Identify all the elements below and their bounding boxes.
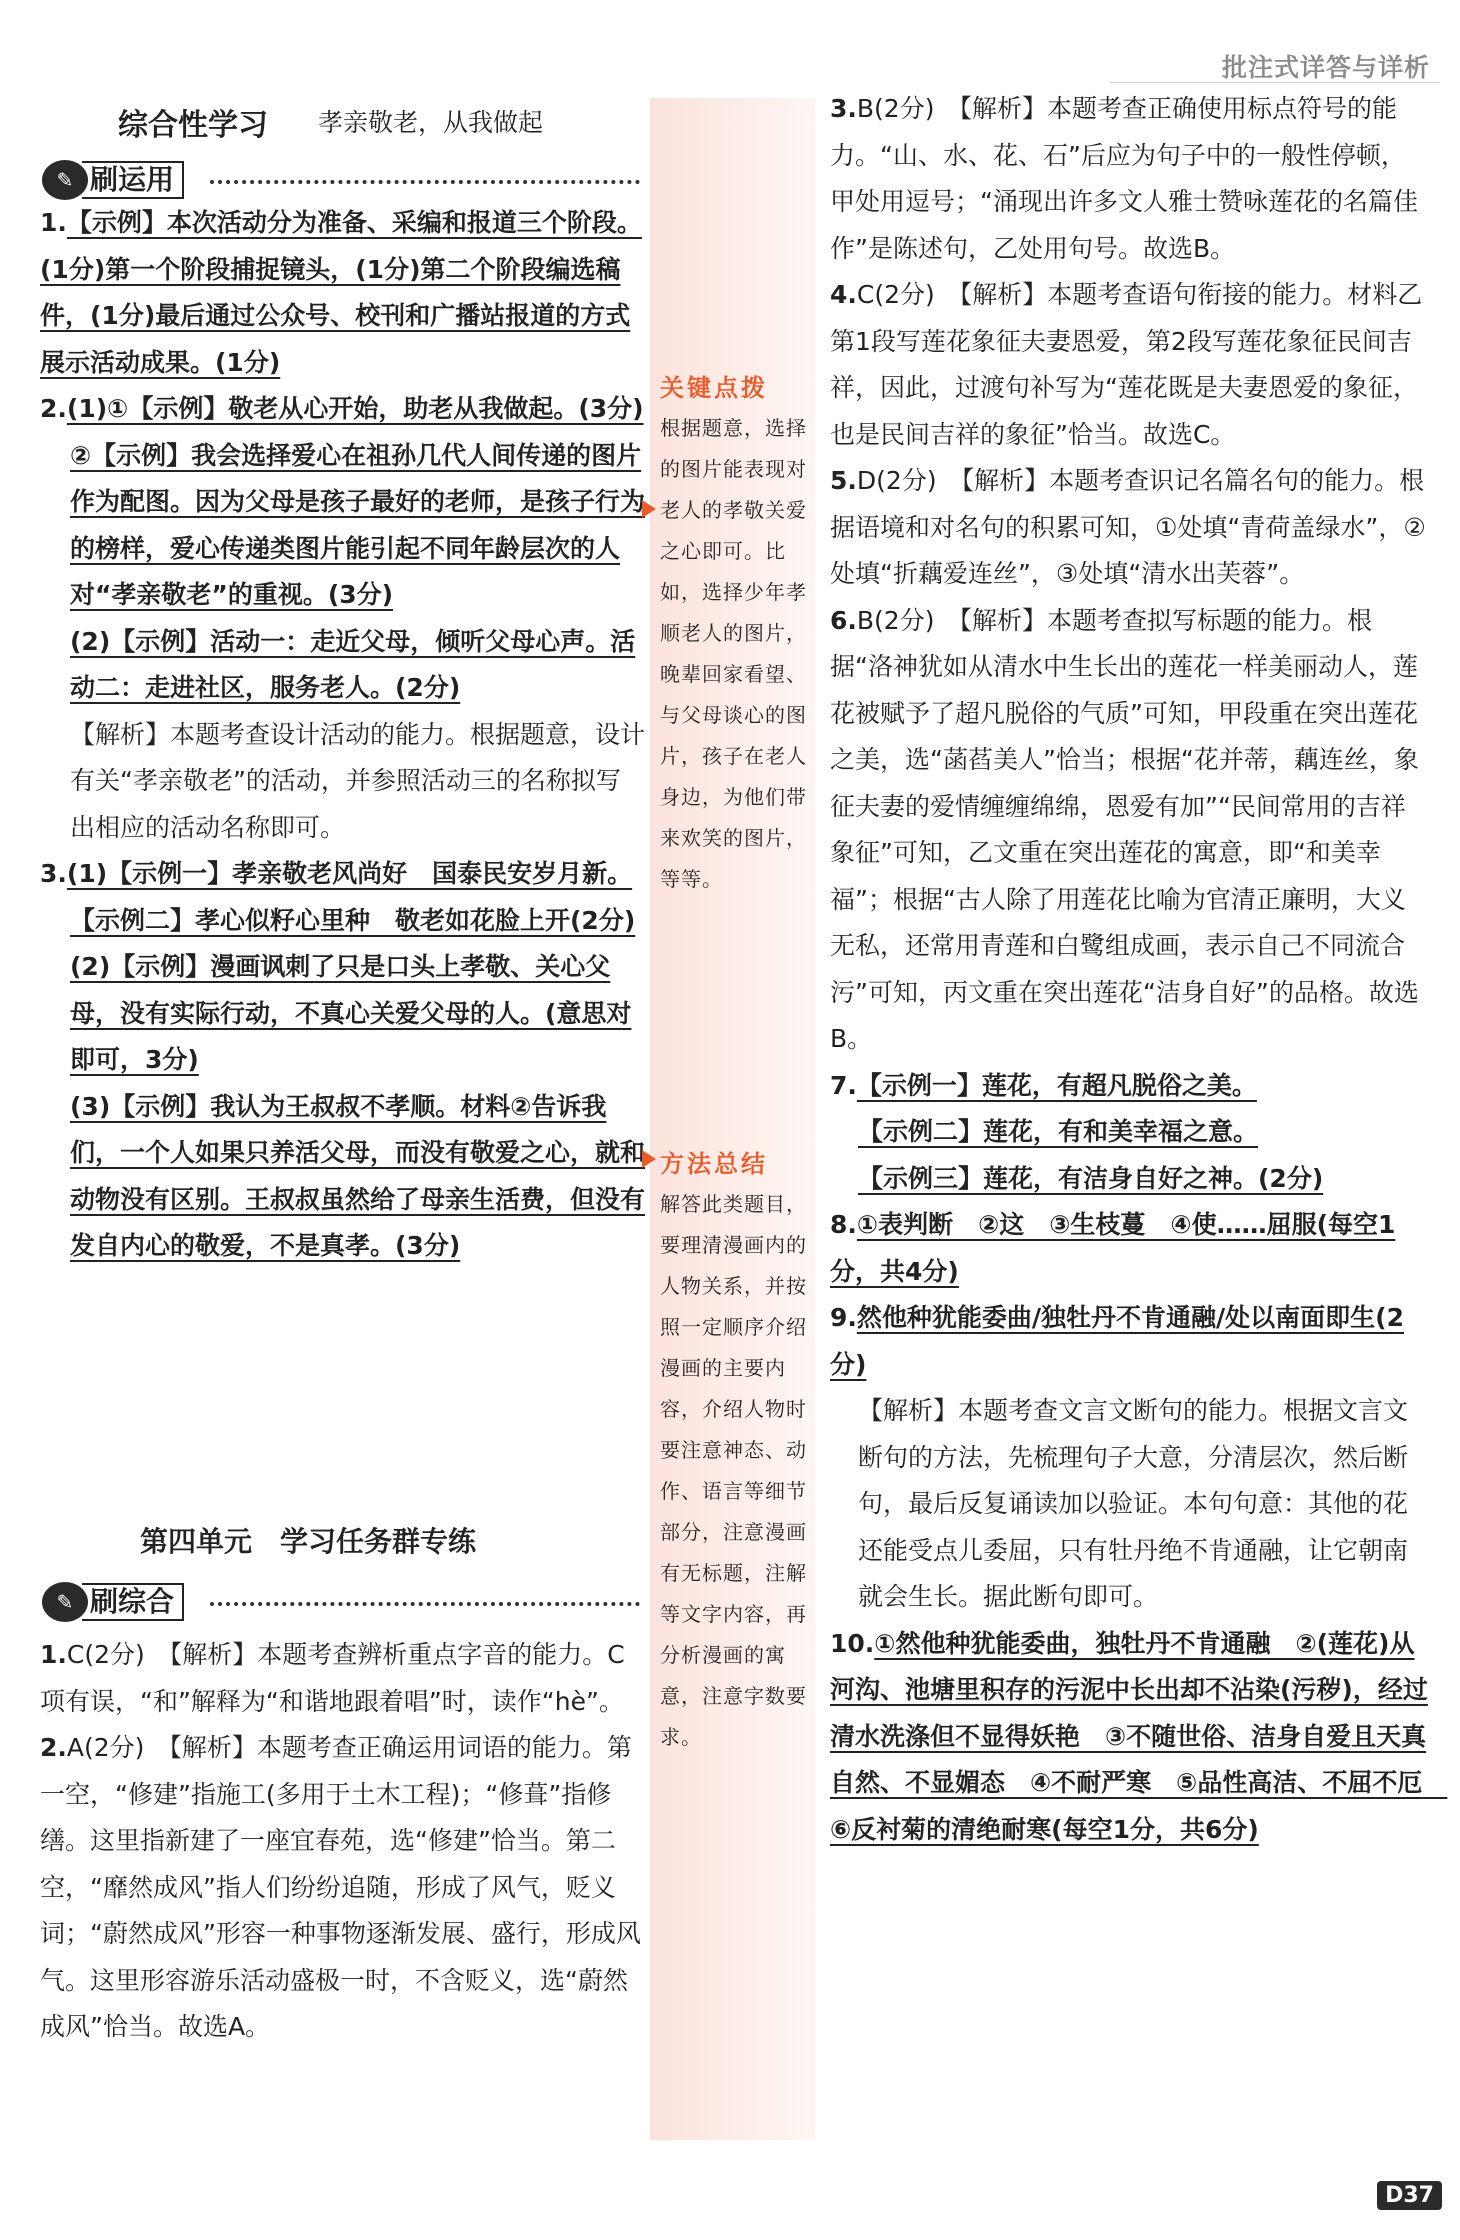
section-label-comprehensive bbox=[42, 1582, 184, 1622]
left-column bbox=[40, 200, 645, 1270]
page-title: 综合性学习 bbox=[118, 108, 268, 143]
answer-r10 bbox=[830, 1621, 1448, 1854]
left-column-lower bbox=[40, 1632, 645, 2051]
question-number: 9. bbox=[830, 1303, 857, 1332]
answer-1 bbox=[40, 200, 645, 386]
question-number: 2. bbox=[40, 1733, 67, 1762]
answer-u2 bbox=[40, 1725, 645, 2051]
answer-text: 【示例二】莲花，有和美幸福之意。 bbox=[858, 1117, 1259, 1146]
question-number: 8. bbox=[830, 1210, 857, 1239]
answer-text: 然他种犹能委曲/独牡丹不肯通融/处以南面即生(2分) bbox=[830, 1303, 1404, 1379]
answer-text: 【示例】本次活动分为准备、采编和报道三个阶段。(1分)第一个阶段捕捉镜头，(1分)第二个阶段编选稿件，(1分)最后通过公众号、校刊和广播站报道的方式展示活动成果。(1分) bbox=[40, 208, 642, 377]
answer-text: B(2分) 【解析】本题考查正确使用标点符号的能力。“山、水、花、石”后应为句子中的一般性停顿，甲处用逗号；“涌现出许多文人雅士赞咏莲花的名篇佳作”是陈述句，乙处用句号。故选B。 bbox=[830, 94, 1418, 263]
arrow-right-icon bbox=[642, 500, 656, 518]
answer-3c bbox=[40, 944, 645, 1084]
page-number: D37 bbox=[1377, 2181, 1442, 2210]
answer-text: 【示例三】莲花，有洁身自好之神。(2分) bbox=[858, 1163, 1324, 1193]
answer-text: ①表判断 ②这 ③生枝蔓 ④使……屈服(每空1分，共4分) bbox=[830, 1210, 1396, 1286]
answer-text: 【示例一】莲花，有超凡脱俗之美。 bbox=[856, 1070, 1257, 1100]
answer-text: (1)①【示例】敬老从心开始，助老从我做起。(3分) bbox=[66, 394, 644, 423]
method-summary-title: 方法总结 bbox=[660, 1149, 768, 1178]
answer-r5 bbox=[830, 458, 1430, 598]
brush-icon: ✎ bbox=[42, 160, 88, 200]
unit-title: 第四单元 学习任务群专练 bbox=[140, 1525, 477, 1558]
answer-2a bbox=[40, 386, 645, 433]
question-number: 1. bbox=[40, 1640, 67, 1669]
section-divider bbox=[210, 180, 640, 184]
question-number: 3. bbox=[830, 94, 857, 123]
method-summary-text: 解答此类题目，要理清漫画内的人物关系，并按照一定顺序介绍漫画的主要内容，介绍人物时要注意神态、动作、语言等细节部分，注意漫画有无标题，注解等文字内容，再分析漫画的寓意，注意字数要求。 bbox=[660, 1192, 807, 1749]
answer-r7b bbox=[830, 1109, 1430, 1156]
answer-text: C(2分) 【解析】本题考查辨析重点字音的能力。C项有误，“和”解释为“和谐地跟着唱”时，读作“hè”。 bbox=[40, 1640, 625, 1716]
question-number: 7. bbox=[830, 1070, 857, 1100]
analysis-r9: 【解析】本题考查文言文断句的能力。根据文言文断句的方法，先梳理句子大意，分清层次，然后断句，最后反复诵读加以验证。本句句意：其他的花还能受点儿委屈，只有牡丹绝不肯通融，让它朝南就会生长。据此断句即可。 bbox=[858, 1396, 1409, 1611]
answer-3b bbox=[40, 898, 645, 945]
question-number: 5. bbox=[830, 466, 857, 495]
answer-text: 【示例二】孝心似籽心里种 敬老如花脸上开(2分) bbox=[70, 905, 636, 935]
answer-text: A(2分) 【解析】本题考查正确运用词语的能力。第一空，“修建”指施工(多用于土木工程)；“修葺”指修缮。这里指新建了一座宜春苑，选“修建”恰当。第二空，“靡然成风”指人们纷纷追随，形成了风气，贬义词；“蔚然成风”形容一种事物逐渐发展、盛行，形成风气。这里形容游乐活动盛极一时，不含贬义，选“蔚然成风”恰当。故选A。 bbox=[40, 1733, 641, 2041]
header-divider bbox=[1110, 82, 1440, 83]
answer-r8 bbox=[830, 1202, 1430, 1295]
section-divider bbox=[210, 1602, 640, 1606]
answer-text: D(2分) 【解析】本题考查识记名篇名句的能力。根据语境和对名句的积累可知，①处填“青荷盖绿水”，②处填“折藕爱连丝”，③处填“清水出芙蓉”。 bbox=[830, 466, 1426, 588]
analysis-2: 【解析】本题考查设计活动的能力。根据题意，设计有关“孝亲敬老”的活动，并参照活动三的名称拟写出相应的活动名称即可。 bbox=[70, 719, 646, 842]
answer-text: (2)【示例】漫画讽刺了只是口头上孝敬、关心父母，没有实际行动，不真心关爱父母的人。(意思对即可，3分) bbox=[70, 952, 632, 1074]
annotation-sidebar bbox=[650, 98, 815, 2140]
arrow-right-icon bbox=[642, 1150, 656, 1168]
key-points-title: 关键点拨 bbox=[660, 373, 768, 402]
answer-3a bbox=[40, 851, 645, 898]
question-number: 1. bbox=[40, 208, 67, 237]
key-points-text: 根据题意，选择的图片能表现对老人的孝敬关爱之心即可。比如，选择少年孝顺老人的图片，晚辈回家看望、与父母谈心的图片，孩子在老人身边，为他们带来欢笑的图片，等等。 bbox=[660, 416, 807, 891]
answer-u1 bbox=[40, 1632, 645, 1725]
brush-icon: ✎ bbox=[42, 1582, 88, 1622]
right-column bbox=[830, 86, 1448, 1853]
page-subtitle: 孝亲敬老，从我做起 bbox=[318, 108, 544, 137]
answer-r7a bbox=[830, 1063, 1430, 1110]
question-number: 4. bbox=[830, 280, 857, 309]
answer-r9a bbox=[830, 1295, 1430, 1388]
answer-text: (1)【示例一】孝亲敬老风尚好 国泰民安岁月新。 bbox=[66, 859, 633, 888]
answer-3d bbox=[40, 1084, 645, 1270]
answer-text: B(2分) 【解析】本题考查拟写标题的能力。根据“洛神犹如从清水中生长出的莲花一样美丽动人，莲花被赋予了超凡脱俗的气质”可知，甲段重在突出莲花之美，选“菡萏美人”恰当；根据“花并蒂，藕连丝，象征夫妻的爱情缠缠绵绵，恩爱有加”“民间常用的吉祥象征”可知，乙文重在突出莲花的寓意，即“和美幸福”；根据“古人除了用莲花比喻为官清正廉明，大义无私，还常用青莲和白鹭组成画，表示自己不同流合污”可知，丙文重在突出莲花“洁身自好”的品格。故选B。 bbox=[830, 605, 1419, 1053]
answer-text: (2)【示例】活动一：走近父母，倾听父母心声。活动二：走进社区，服务老人。(2分) bbox=[70, 626, 636, 702]
answer-2b bbox=[40, 433, 645, 619]
answer-r7c bbox=[830, 1156, 1430, 1203]
question-number: 2. bbox=[40, 394, 67, 423]
answer-2c bbox=[40, 619, 645, 712]
answer-r3 bbox=[830, 86, 1430, 272]
section-label-text: 刷运用 bbox=[82, 161, 184, 199]
section-label-application bbox=[42, 160, 184, 200]
answer-text: C(2分) 【解析】本题考查语句衔接的能力。材料乙第1段写莲花象征夫妻恩爱，第2段写莲花象征民间吉祥，因此，过渡句补写为“莲花既是夫妻恩爱的象征，也是民间吉祥的象征”恰当。故选C。 bbox=[830, 280, 1423, 449]
answer-r6 bbox=[830, 598, 1430, 1063]
question-number: 3. bbox=[40, 859, 67, 888]
answer-text: ②【示例】我会选择爱心在祖孙几代人间传递的图片作为配图。因为父母是孩子最好的老师，是孩子行为的榜样，爱心传递类图片能引起不同年龄层次的人对“孝亲敬老”的重视。(3分) bbox=[70, 440, 646, 609]
answer-text: ①然他种犹能委曲，独牡丹不肯通融 ②(莲花)从河沟、池塘里积存的污泥中长出却不沾染(污秽)，经过清水洗涤但不显得妖艳 ③不随世俗、洁身自爱且天真自然、不显媚态 ④不耐严寒 ⑤品性高洁、不屈不厄 ⑥反衬菊的清绝耐寒(每空1分，共6分) bbox=[830, 1628, 1448, 1844]
answer-r4 bbox=[830, 272, 1430, 458]
question-number: 10. bbox=[830, 1628, 875, 1658]
answer-text: (3)【示例】我认为王叔叔不孝顺。材料②告诉我们，一个人如果只养活父母，而没有敬爱之心，就和动物没有区别。王叔叔虽然给了母亲生活费，但没有发自内心的敬爱，不是真孝。(3分) bbox=[70, 1091, 646, 1260]
question-number: 6. bbox=[830, 605, 857, 635]
section-label-text: 刷综合 bbox=[82, 1583, 184, 1621]
header-right-title: 批注式详答与详析 bbox=[1221, 53, 1430, 82]
